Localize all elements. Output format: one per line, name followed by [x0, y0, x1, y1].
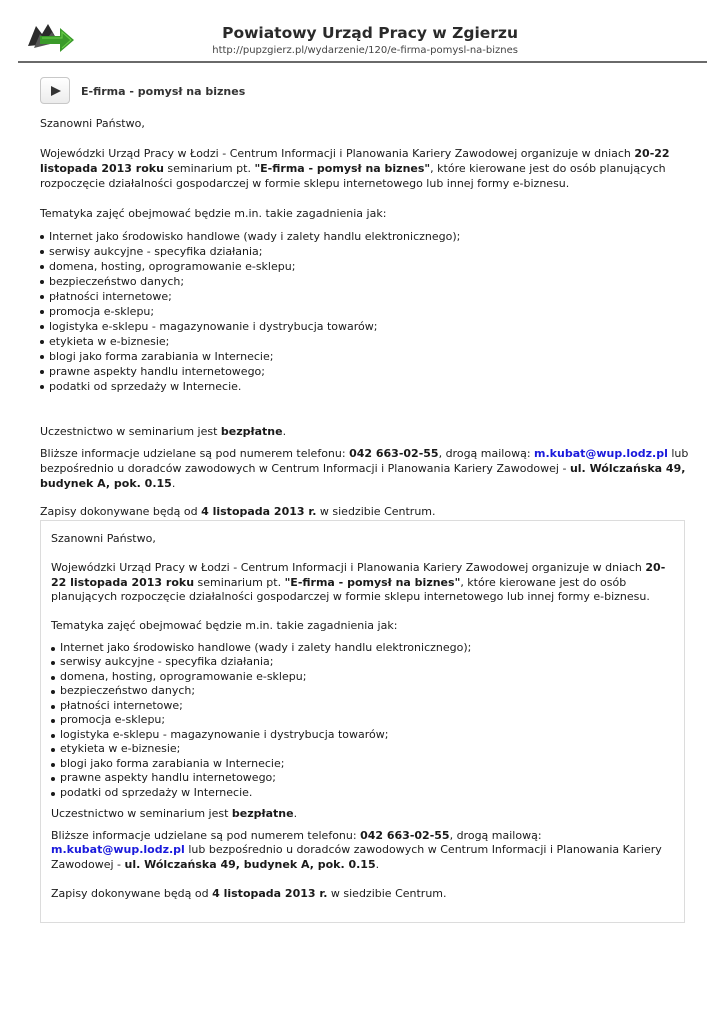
page-header: [0, 0, 725, 64]
event-description: [40, 116, 690, 519]
logo-icon: [26, 22, 76, 56]
list-item: logistyka e-sklepu - magazynowanie i dystrybucja towarów;: [51, 728, 676, 743]
quoted-description: [51, 532, 676, 901]
page-url[interactable]: http://pupzgierz.pl/wydarzenie/120/e-firma-pomysl-na-biznes: [212, 45, 518, 56]
contact-paragraph: Bliższe informacje udzielane są pod numerem telefonu: 042 663-02-55, drogą mailową: m.kubat@wup.lodz.pl lub bezpośrednio u doradców zawodowych w Centrum Informacji i Planowania Kariery Zawodowej - ul. Wólczańska 49, budynek A, pok. 0.15.: [51, 828, 662, 871]
list-item: bezpieczeństwo danych;: [51, 684, 676, 699]
list-item: promocja e-sklepu;: [40, 304, 690, 319]
topics-heading: Tematyka zajęć obejmować będzie m.in. takie zagadnienia jak:: [40, 207, 387, 220]
list-item: bezpieczeństwo danych;: [40, 274, 690, 289]
list-item: etykieta w e-biznesie;: [40, 334, 690, 349]
intro-paragraph: Wojewódzki Urząd Pracy w Łodzi - Centrum Informacji i Planowania Kariery Zawodowej organizuje w dniach 20-22 listopada 2013 roku seminarium pt. "E-firma - pomysł na biznes", które kierowane jest do osób planujących rozpoczęcie działalności gospodarczej w formie sklepu internetowego lub innej formy e-biznesu.: [51, 561, 666, 603]
list-item: płatności internetowe;: [51, 699, 676, 714]
quoted-content-box: [40, 520, 685, 923]
topics-list: [51, 641, 676, 801]
list-item: płatności internetowe;: [40, 289, 690, 304]
fee-paragraph: Uczestnictwo w seminarium jest bezpłatne.: [51, 807, 298, 820]
list-item: blogi jako forma zarabiania w Internecie;: [51, 757, 676, 772]
list-item: promocja e-sklepu;: [51, 713, 676, 728]
list-item: serwisy aukcyjne - specyfika działania;: [51, 655, 676, 670]
phone-number: 042 663-02-55: [360, 828, 450, 842]
list-item: serwisy aukcyjne - specyfika działania;: [40, 244, 690, 259]
email-link[interactable]: m.kubat@wup.lodz.pl: [534, 447, 668, 460]
header-divider: [18, 61, 707, 63]
list-item: Internet jako środowisko handlowe (wady i zalety handlu elektronicznego);: [40, 229, 690, 244]
list-item: podatki od sprzedaży w Internecie.: [40, 379, 690, 394]
topics-list: [40, 229, 690, 394]
phone-number: 042 663-02-55: [349, 447, 439, 460]
list-item: prawne aspekty handlu internetowego;: [51, 771, 676, 786]
list-item: podatki od sprzedaży w Internecie.: [51, 786, 676, 801]
list-item: etykieta w e-biznesie;: [51, 742, 676, 757]
email-link[interactable]: m.kubat@wup.lodz.pl: [51, 843, 185, 856]
signup-paragraph: Zapisy dokonywane będą od 4 listopada 2013 r. w siedzibie Centrum.: [51, 886, 447, 900]
list-item: logistyka e-sklepu - magazynowanie i dystrybucja towarów;: [40, 319, 690, 334]
event-title: E-firma - pomysł na biznes: [81, 85, 246, 98]
list-item: domena, hosting, oprogramowanie e-sklepu;: [40, 259, 690, 274]
address: ul. Wólczańska 49, budynek A, pok. 0.15: [40, 462, 686, 490]
play-icon: [50, 85, 62, 97]
topics-heading: Tematyka zajęć obejmować będzie m.in. takie zagadnienia jak:: [51, 619, 398, 632]
address: ul. Wólczańska 49, budynek A, pok. 0.15: [124, 857, 376, 871]
list-item: blogi jako forma zarabiania w Internecie;: [40, 349, 690, 364]
list-item: domena, hosting, oprogramowanie e-sklepu;: [51, 670, 676, 685]
signup-paragraph: Zapisy dokonywane będą od 4 listopada 2013 r. w siedzibie Centrum.: [40, 505, 436, 518]
greeting: Szanowni Państwo,: [40, 117, 145, 130]
site-title: Powiatowy Urząd Pracy w Zgierzu: [222, 24, 518, 42]
list-item: prawne aspekty handlu internetowego;: [40, 364, 690, 379]
fee-paragraph: Uczestnictwo w seminarium jest bezpłatne.: [40, 425, 287, 438]
play-button[interactable]: [40, 77, 70, 104]
intro-paragraph: Wojewódzki Urząd Pracy w Łodzi - Centrum Informacji i Planowania Kariery Zawodowej organizuje w dniach 20-22 listopada 2013 roku seminarium pt. "E-firma - pomysł na biznes", które kierowane jest do osób planujących rozpoczęcie działalności gospodarczej w formie sklepu internetowego lub innej formy e-biznesu.: [40, 147, 670, 190]
contact-paragraph: Bliższe informacje udzielane są pod numerem telefonu: 042 663-02-55, drogą mailową: m.kubat@wup.lodz.pl lub bezpośrednio u doradców zawodowych w Centrum Informacji i Planowania Kariery Zawodowej - ul. Wólczańska 49, budynek A, pok. 0.15.: [40, 447, 689, 490]
greeting: Szanowni Państwo,: [51, 532, 156, 545]
list-item: Internet jako środowisko handlowe (wady i zalety handlu elektronicznego);: [51, 641, 676, 656]
